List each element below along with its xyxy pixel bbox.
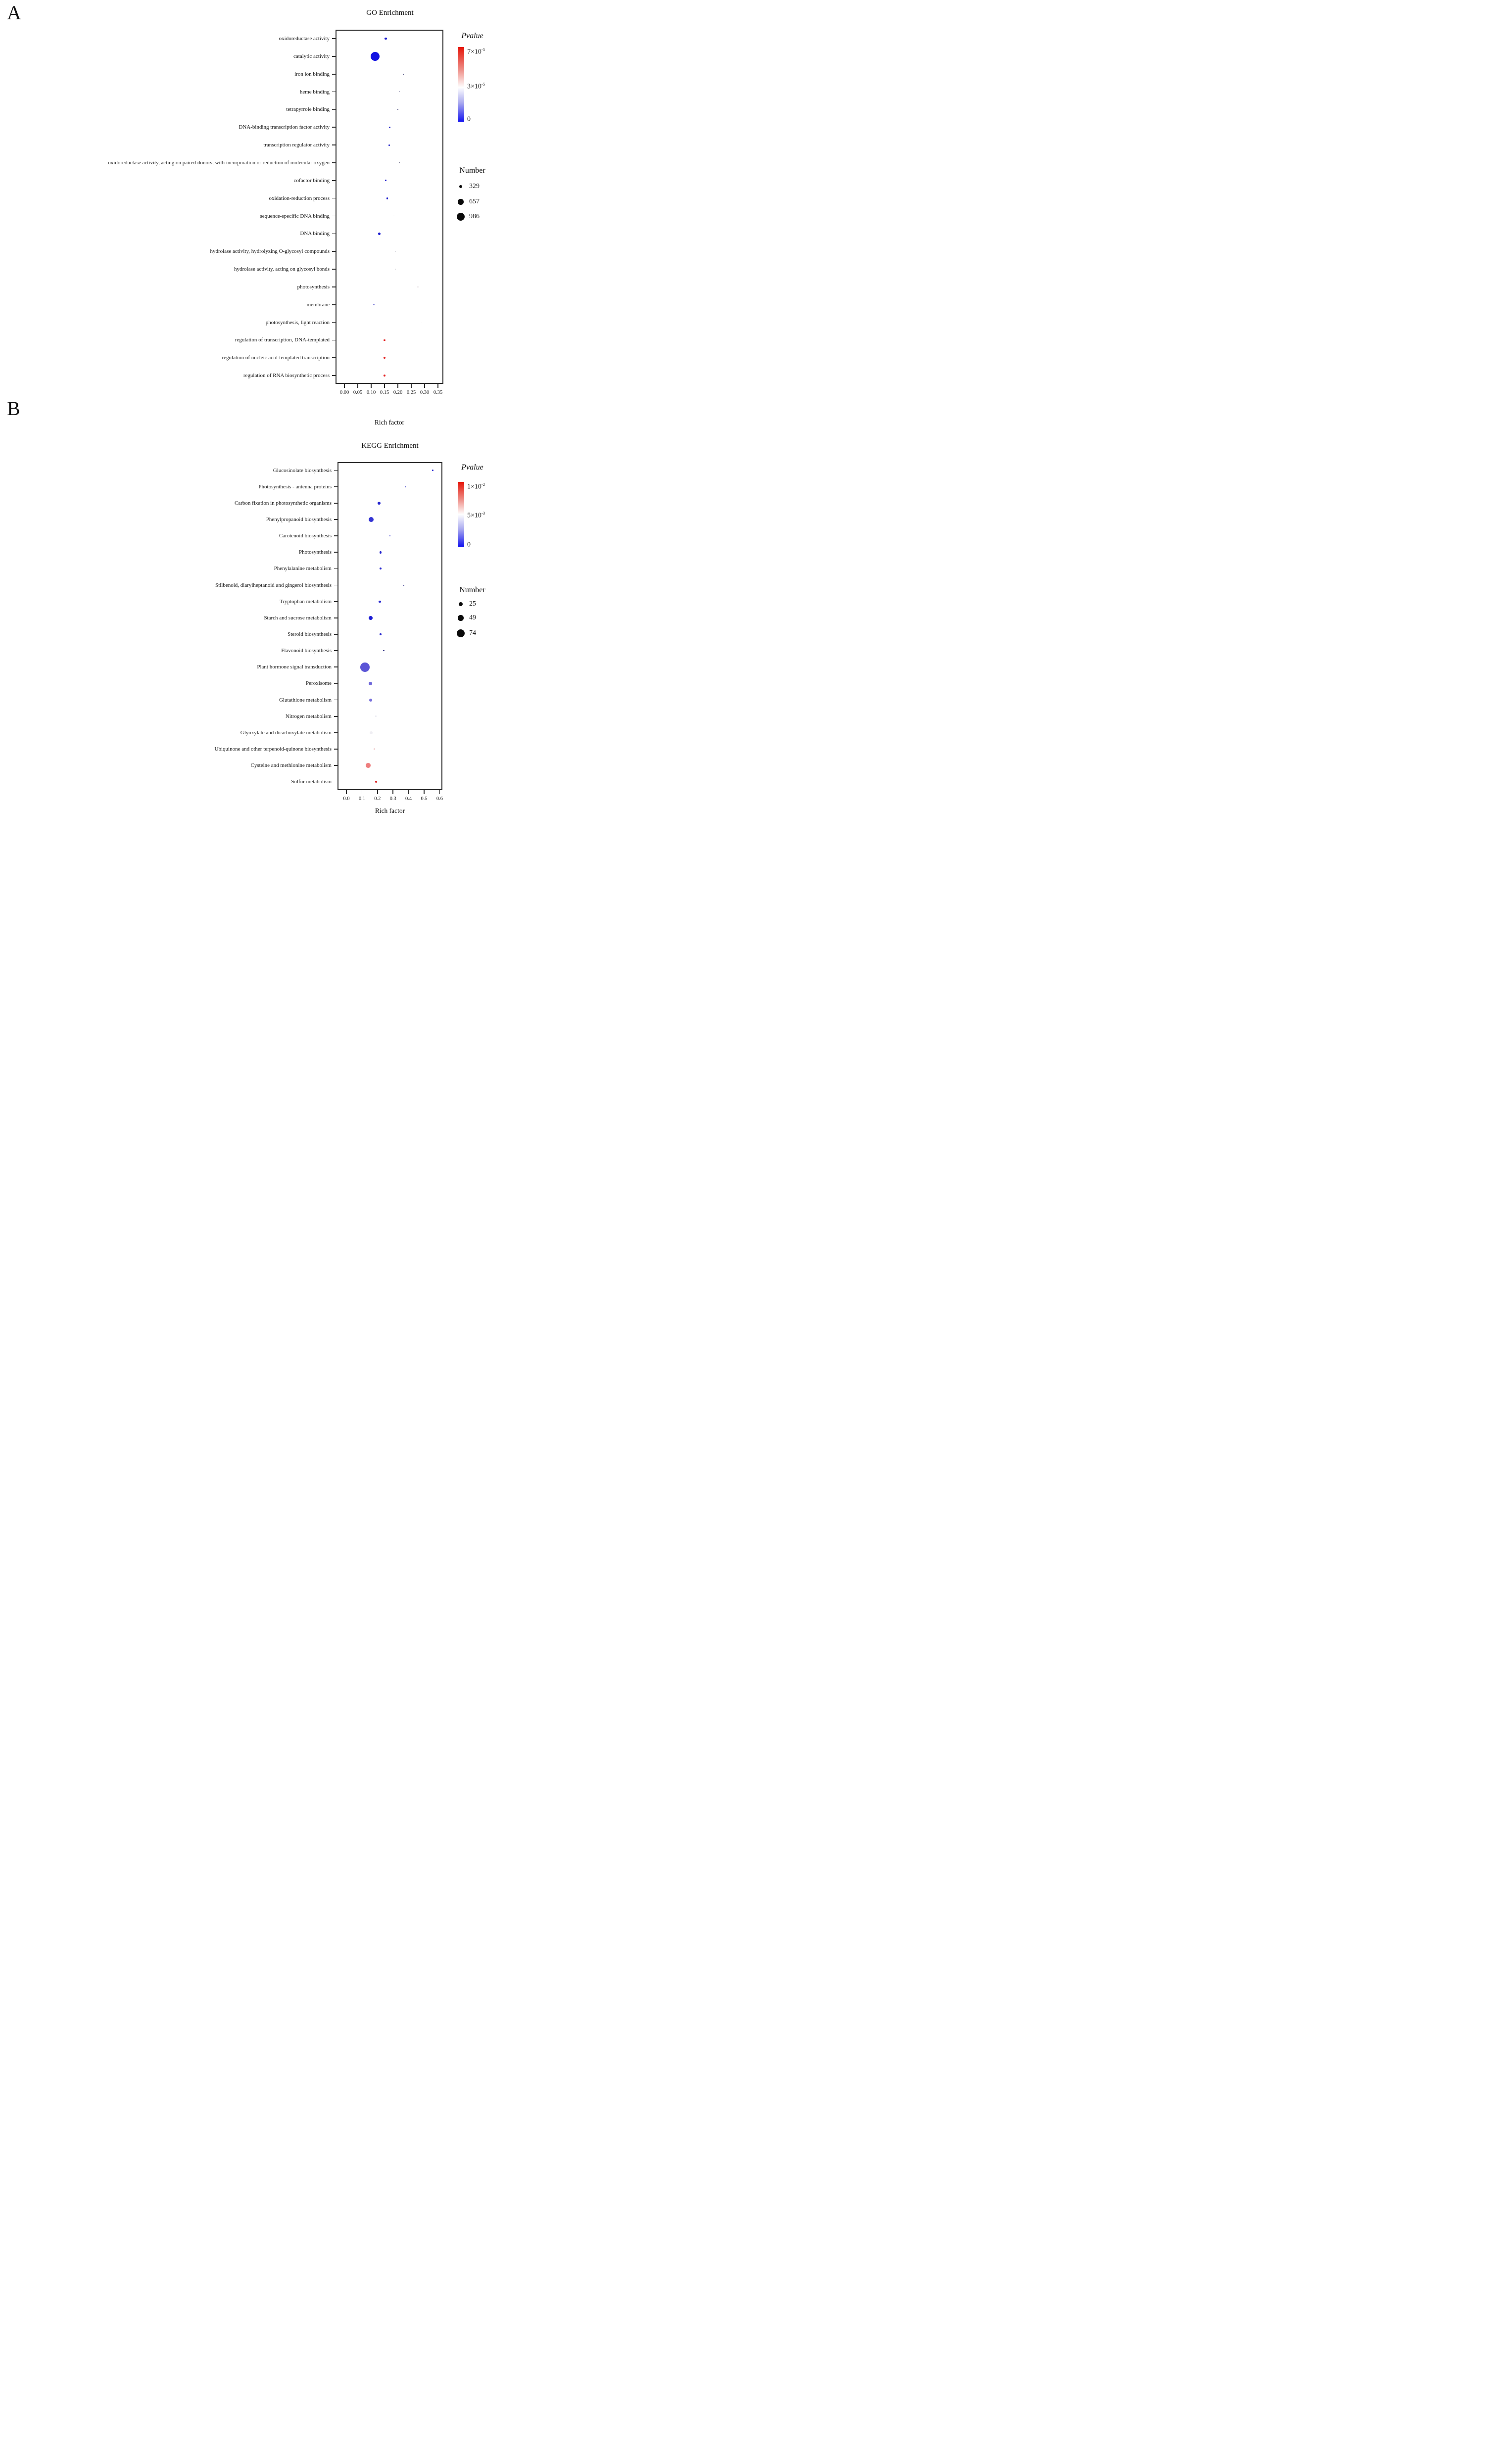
x-tick-label: 0.35 bbox=[433, 390, 443, 395]
category-label: Steroid biosynthesis bbox=[288, 631, 332, 637]
number-legend-value: 329 bbox=[469, 183, 480, 190]
category-label: Ubiquinone and other terpenoid-quinone biosynthesis bbox=[214, 746, 332, 753]
data-point-bubble bbox=[386, 197, 388, 199]
data-point-bubble bbox=[417, 286, 418, 287]
y-tick-mark bbox=[334, 519, 337, 520]
x-tick-label: 0.5 bbox=[421, 796, 428, 802]
category-label: hydrolase activity, acting on glycosyl bonds bbox=[234, 266, 330, 273]
category-label: transcription regulator activity bbox=[263, 142, 330, 148]
y-tick-mark bbox=[332, 216, 336, 217]
category-label: DNA-binding transcription factor activity bbox=[239, 124, 330, 131]
data-point-bubble bbox=[360, 663, 370, 672]
category-label: membrane bbox=[306, 301, 330, 308]
data-point-bubble bbox=[378, 233, 381, 235]
category-label: oxidation-reduction process bbox=[269, 195, 330, 201]
number-legend-value: 986 bbox=[469, 213, 480, 220]
data-point-bubble bbox=[366, 763, 371, 768]
x-tick-mark bbox=[384, 384, 385, 388]
x-tick-mark bbox=[377, 790, 378, 794]
category-label: Tryptophan metabolism bbox=[279, 598, 332, 605]
number-legend-dot bbox=[457, 629, 465, 638]
category-label: oxidoreductase activity bbox=[279, 36, 330, 42]
x-tick-label: 0.20 bbox=[393, 390, 403, 395]
category-label: Photosynthesis bbox=[298, 549, 332, 556]
panel-b-x-axis-title: Rich factor bbox=[375, 807, 405, 814]
category-label: Carotenoid biosynthesis bbox=[279, 533, 332, 539]
category-label: Starch and sucrose metabolism bbox=[264, 615, 332, 621]
data-point-bubble bbox=[399, 162, 400, 163]
y-tick-mark bbox=[334, 782, 337, 783]
number-legend-value: 25 bbox=[469, 600, 476, 608]
data-point-bubble bbox=[380, 633, 381, 635]
number-legend-value: 49 bbox=[469, 614, 476, 621]
y-tick-mark bbox=[332, 144, 336, 145]
category-label: photosynthesis bbox=[297, 284, 330, 290]
x-tick-label: 0.3 bbox=[389, 796, 396, 802]
number-legend-value: 657 bbox=[469, 198, 480, 205]
x-tick-mark bbox=[362, 790, 363, 794]
category-label: catalytic activity bbox=[293, 53, 330, 59]
x-tick-label: 0.0 bbox=[343, 796, 350, 802]
panel-b-pvalue-tick-mid: $5\times 10^{-3}$ bbox=[467, 511, 485, 520]
y-tick-mark bbox=[332, 162, 336, 163]
panel-b-pvalue-tick-top: $1\times 10^{-2}$ bbox=[467, 482, 485, 491]
x-tick-label: 0.00 bbox=[339, 390, 349, 395]
panel-a-chart-title: GO Enrichment bbox=[366, 9, 414, 17]
category-label: Photosynthesis - antenna proteins bbox=[258, 483, 332, 490]
x-tick-mark bbox=[392, 790, 393, 794]
data-point-bubble bbox=[403, 74, 404, 75]
y-tick-mark bbox=[332, 375, 336, 376]
x-tick-mark bbox=[408, 790, 409, 794]
y-tick-mark bbox=[334, 700, 337, 701]
number-legend-dot bbox=[458, 199, 463, 204]
y-tick-mark bbox=[332, 251, 336, 252]
category-label: Cysteine and methionine metabolism bbox=[250, 762, 332, 769]
x-tick-mark bbox=[411, 384, 412, 388]
x-tick-label: 0.15 bbox=[380, 390, 389, 395]
y-tick-mark bbox=[332, 109, 336, 110]
data-point-bubble bbox=[378, 502, 381, 505]
x-tick-mark bbox=[371, 384, 372, 388]
y-tick-mark bbox=[332, 180, 336, 181]
category-label: Flavonoid biosynthesis bbox=[281, 648, 332, 654]
number-legend-dot bbox=[457, 213, 465, 221]
category-label: hydrolase activity, hydrolyzing O-glycosyl compounds bbox=[210, 248, 330, 255]
panel-a-x-axis-title: Rich factor bbox=[374, 419, 405, 426]
category-label: tetrapyrrole binding bbox=[286, 106, 330, 113]
y-tick-mark bbox=[334, 601, 337, 602]
number-legend-dot bbox=[459, 185, 462, 188]
category-label: photosynthesis, light reaction bbox=[265, 319, 330, 326]
category-label: iron ion binding bbox=[294, 71, 330, 77]
panel-b-pvalue-colorbar bbox=[458, 482, 464, 547]
panel-a-number-legend-title: Number bbox=[459, 166, 485, 175]
panel-a-plot-frame bbox=[336, 30, 443, 384]
panel-b-pvalue-legend-title: Pvalue bbox=[461, 463, 483, 472]
y-tick-mark bbox=[332, 127, 336, 128]
data-point-bubble bbox=[389, 127, 390, 128]
x-tick-label: 0.4 bbox=[405, 796, 412, 802]
y-tick-mark bbox=[334, 535, 337, 536]
category-label: regulation of RNA biosynthetic process bbox=[243, 373, 330, 379]
category-label: regulation of nucleic acid-templated transcription bbox=[222, 355, 330, 361]
y-tick-mark bbox=[334, 634, 337, 635]
y-tick-mark bbox=[332, 198, 336, 199]
y-tick-mark bbox=[334, 749, 337, 750]
x-tick-label: 0.10 bbox=[366, 390, 376, 395]
category-label: Peroxisome bbox=[306, 680, 332, 687]
y-tick-mark bbox=[334, 650, 337, 651]
x-tick-mark bbox=[439, 790, 440, 794]
panel-b-pvalue-tick-bottom: 0 bbox=[467, 541, 471, 549]
y-tick-mark bbox=[332, 269, 336, 270]
category-label: cofactor binding bbox=[293, 177, 330, 184]
x-tick-mark bbox=[344, 384, 345, 388]
y-tick-mark bbox=[332, 234, 336, 235]
y-tick-mark bbox=[334, 486, 337, 487]
x-tick-mark bbox=[357, 384, 358, 388]
x-tick-label: 0.30 bbox=[420, 390, 430, 395]
y-tick-mark bbox=[332, 322, 336, 323]
category-label: Plant hormone signal transduction bbox=[257, 664, 332, 670]
data-point-bubble bbox=[380, 551, 382, 554]
panel-a-pvalue-legend-title: Pvalue bbox=[461, 32, 483, 40]
data-point-bubble bbox=[384, 375, 385, 377]
y-tick-mark bbox=[334, 732, 337, 733]
category-label: DNA binding bbox=[300, 231, 330, 237]
panel-a-pvalue-tick-bottom: 0 bbox=[467, 115, 471, 123]
panel-a-pvalue-tick-top: $7\times 10^{-5}$ bbox=[467, 47, 485, 56]
data-point-bubble bbox=[371, 52, 380, 61]
panel-a-pvalue-tick-mid: $3\times 10^{-5}$ bbox=[467, 82, 485, 91]
panel-b-plot-frame bbox=[337, 462, 442, 790]
y-tick-mark bbox=[334, 683, 337, 684]
data-point-bubble bbox=[369, 682, 372, 685]
category-label: Glutathione metabolism bbox=[279, 697, 332, 703]
y-tick-mark bbox=[334, 470, 337, 471]
panel-b-letter: B bbox=[7, 397, 20, 420]
number-legend-value: 74 bbox=[469, 629, 476, 637]
y-tick-mark bbox=[332, 92, 336, 93]
number-legend-dot bbox=[458, 615, 463, 620]
figure-page bbox=[0, 0, 497, 821]
x-tick-label: 0.2 bbox=[374, 796, 381, 802]
panel-a-pvalue-colorbar bbox=[458, 47, 464, 122]
y-tick-mark bbox=[334, 585, 337, 586]
panel-b-chart-title: KEGG Enrichment bbox=[361, 442, 419, 450]
data-point-bubble bbox=[379, 601, 381, 603]
x-tick-mark bbox=[437, 384, 438, 388]
category-label: Phenylalanine metabolism bbox=[274, 566, 332, 572]
data-point-bubble bbox=[369, 699, 372, 702]
x-tick-label: 0.1 bbox=[358, 796, 365, 802]
x-tick-mark bbox=[424, 384, 425, 388]
y-tick-mark bbox=[334, 716, 337, 717]
x-tick-label: 0.6 bbox=[436, 796, 443, 802]
category-label: Stilbenoid, diarylheptanoid and gingerol biosynthesis bbox=[215, 582, 332, 588]
category-label: Glyoxylate and dicarboxylate metabolism bbox=[240, 729, 332, 736]
y-tick-mark bbox=[334, 765, 337, 766]
panel-b-number-legend-title: Number bbox=[459, 586, 485, 594]
x-tick-label: 0.05 bbox=[353, 390, 363, 395]
x-tick-mark bbox=[397, 384, 398, 388]
category-label: sequence-specific DNA binding bbox=[260, 213, 330, 219]
y-tick-mark bbox=[332, 286, 336, 287]
panel-a-letter: A bbox=[7, 1, 21, 24]
category-label: heme binding bbox=[299, 89, 330, 95]
data-point-bubble bbox=[403, 585, 404, 586]
category-label: Carbon fixation in photosynthetic organisms bbox=[235, 500, 332, 506]
category-label: Nitrogen metabolism bbox=[285, 713, 332, 719]
y-tick-mark bbox=[332, 38, 336, 39]
category-label: Phenylpropanoid biosynthesis bbox=[266, 516, 332, 522]
y-tick-mark bbox=[334, 503, 337, 504]
category-label: Sulfur metabolism bbox=[291, 779, 332, 785]
data-point-bubble bbox=[388, 144, 390, 146]
category-label: oxidoreductase activity, acting on paired donors, with incorporation or reduction of molecular oxygen bbox=[108, 159, 330, 166]
y-tick-mark bbox=[332, 340, 336, 341]
y-tick-mark bbox=[334, 666, 337, 667]
y-tick-mark bbox=[334, 552, 337, 553]
number-legend-dot bbox=[459, 602, 463, 606]
y-tick-mark bbox=[332, 304, 336, 305]
data-point-bubble bbox=[370, 731, 373, 734]
y-tick-mark bbox=[332, 357, 336, 358]
x-tick-mark bbox=[424, 790, 425, 794]
y-tick-mark bbox=[334, 617, 337, 618]
x-tick-label: 0.25 bbox=[406, 390, 416, 395]
y-tick-mark bbox=[332, 56, 336, 57]
x-tick-mark bbox=[346, 790, 347, 794]
y-tick-mark bbox=[332, 74, 336, 75]
category-label: regulation of transcription, DNA-templated bbox=[235, 337, 330, 343]
category-label: Glucosinolate biosynthesis bbox=[273, 467, 332, 474]
data-point-bubble bbox=[369, 616, 373, 620]
